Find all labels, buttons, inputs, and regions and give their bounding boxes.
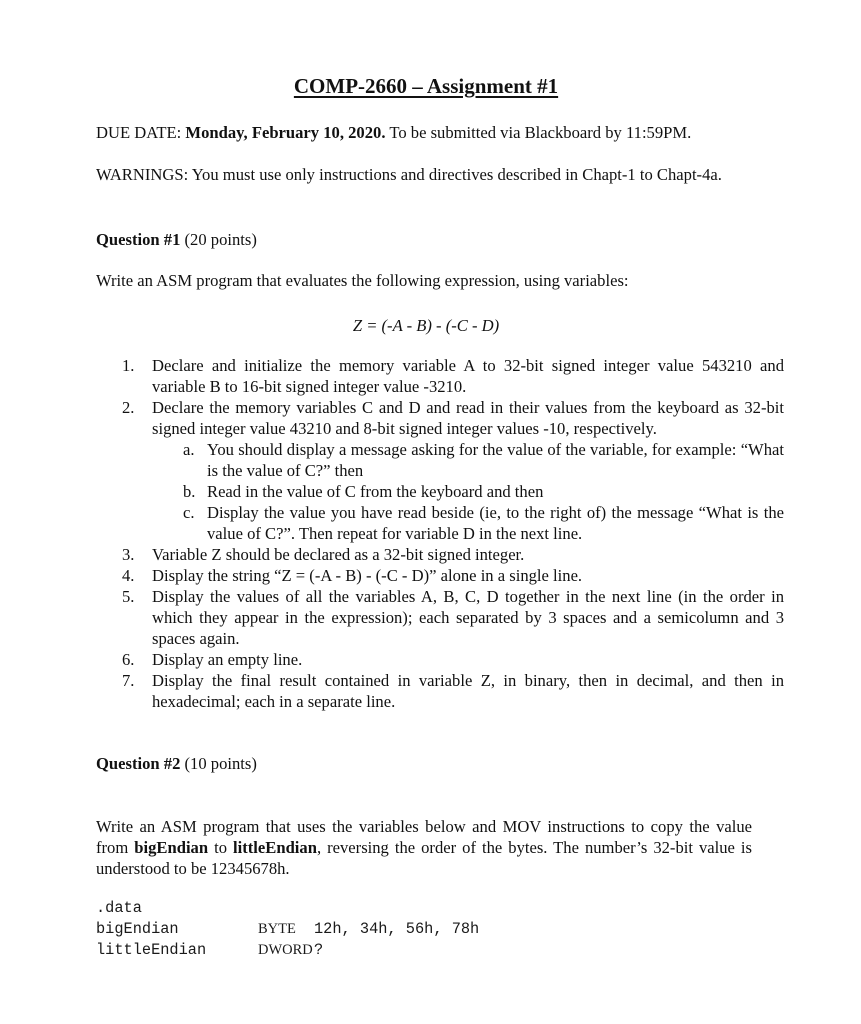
list-item-number: 7. (122, 671, 135, 690)
question-2-points: (10 points) (184, 754, 257, 773)
question-1-title: Question #1 (96, 230, 181, 249)
sub-list-item-text: Read in the value of C from the keyboard and then (207, 482, 544, 501)
list-item (122, 670, 784, 712)
list-item-number: 4. (122, 566, 135, 585)
page-title: COMP-2660 – Assignment #1 (293, 74, 559, 98)
sub-list-item (183, 439, 784, 481)
due-date-submission: To be submitted via Blackboard by 11:59PM. (389, 123, 692, 142)
question-2-heading (96, 753, 752, 774)
code-directive: .data (96, 899, 142, 917)
sub-list-item-letter: a. (183, 440, 195, 459)
code-type: BYTE (258, 921, 296, 937)
list-item-text: Display the final result contained in variable Z, in binary, then in decimal, and then in hexadecimal; each in a separate line. (152, 671, 784, 711)
code-label: bigEndian (96, 920, 179, 938)
question-2-text-mid: to (214, 838, 228, 857)
list-item-number: 1. (122, 356, 135, 375)
list-item-text: Display the values of all the variables A, B, C, D together in the next line (in the order in which they appear in the expression); each separated by 3 spaces and a semicolumn and 3 spaces again. (152, 587, 784, 648)
due-date-label: DUE DATE: (96, 123, 182, 142)
list-item (122, 565, 784, 586)
question-2-to-var: littleEndian (233, 838, 317, 857)
sub-list-item (183, 481, 784, 502)
code-value: ? (314, 941, 324, 959)
question-2-text-end: , reversing the order of the bytes. The number’s 32-bit value is understood to be 12345678h. (96, 838, 752, 878)
question-2-from-var: bigEndian (134, 838, 209, 857)
list-item-text: Display the string “Z = (-A - B) - (-C - D)” alone in a single line. (152, 566, 583, 585)
question-2-text (96, 816, 752, 879)
list-item (122, 544, 784, 565)
list-item-number: 5. (122, 587, 135, 606)
code-value: 12h, 34h, 56h, 78h (314, 920, 480, 938)
list-item-number: 6. (122, 650, 135, 669)
list-item-text: Declare the memory variables C and D and read in their values from the keyboard as 32-bit signed integer value 43210 and 8-bit signed integer values -10, respectively. (152, 398, 784, 438)
list-item-text: Declare and initialize the memory variable A to 32-bit signed integer value 543210 and variable B to 16-bit signed integer value -3210. (152, 356, 784, 396)
code-line (96, 919, 479, 940)
list-item-text: Variable Z should be declared as a 32-bit signed integer. (152, 545, 525, 564)
sub-list-item-letter: b. (183, 482, 196, 501)
list-item (122, 649, 784, 670)
sub-list-item-letter: c. (183, 503, 195, 522)
code-label: littleEndian (96, 941, 207, 959)
due-date-line (96, 122, 752, 143)
list-item (122, 586, 784, 649)
question-2-title: Question #2 (96, 754, 181, 773)
warnings-paragraph: WARNINGS: You must use only instructions and directives described in Chapt-1 to Chapt-4a. (96, 165, 722, 184)
question-1-points: (20 points) (184, 230, 257, 249)
code-line (96, 940, 479, 961)
list-item (122, 355, 784, 397)
list-item (122, 397, 784, 544)
question-1-task-list (122, 355, 784, 712)
sub-list-item-text: You should display a message asking for the value of the variable, for example: “What is the value of C?” then (207, 440, 784, 480)
code-block (96, 898, 479, 961)
due-date-value: Monday, February 10, 2020. (185, 123, 386, 142)
sub-list-item (183, 502, 784, 544)
list-item-number: 2. (122, 398, 135, 417)
question-1-heading (96, 229, 752, 250)
sub-task-list (152, 439, 784, 544)
expression: Z = (-A - B) - (-C - D) (352, 316, 500, 335)
question-1-intro: Write an ASM program that evaluates the following expression, using variables: (96, 271, 629, 290)
question-2-text-start: Write an ASM program that uses the variables below and MOV instructions to copy the value from (96, 817, 752, 857)
sub-list-item-text: Display the value you have read beside (ie, to the right of) the message “What is the value of C?”. Then repeat for variable D in the next line. (207, 503, 784, 543)
code-type: DWORD (258, 942, 313, 958)
list-item-text: Display an empty line. (152, 650, 303, 669)
list-item-number: 3. (122, 545, 135, 564)
